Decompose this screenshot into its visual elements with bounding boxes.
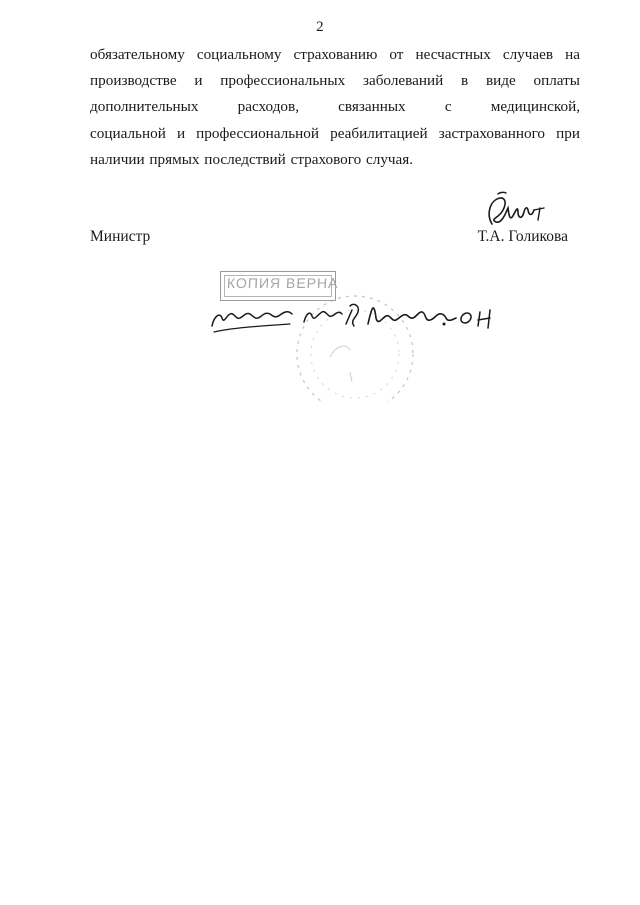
body-line: социальной и профессиональной реабилитацией застрахованного при: [90, 124, 580, 142]
signatory-name: Т.А. Голикова: [477, 228, 568, 245]
page-number: 2: [316, 19, 324, 35]
body-line: производстве и профессиональных заболеваний в виде оплаты: [90, 72, 580, 90]
certification-stamp: [200, 262, 530, 402]
signatory-title: Министр: [90, 228, 151, 245]
body-paragraph: [90, 42, 580, 173]
body-line: обязательному социальному страхованию от несчастных случаев на: [90, 46, 580, 63]
handwritten-certification-note: [200, 262, 530, 402]
body-line: дополнительных расходов, связанных с медицинской,: [90, 98, 580, 116]
stamp-label: КОПИЯ ВЕРНА: [226, 275, 339, 291]
body-line: наличии прямых последствий страхового случая.: [90, 150, 414, 168]
